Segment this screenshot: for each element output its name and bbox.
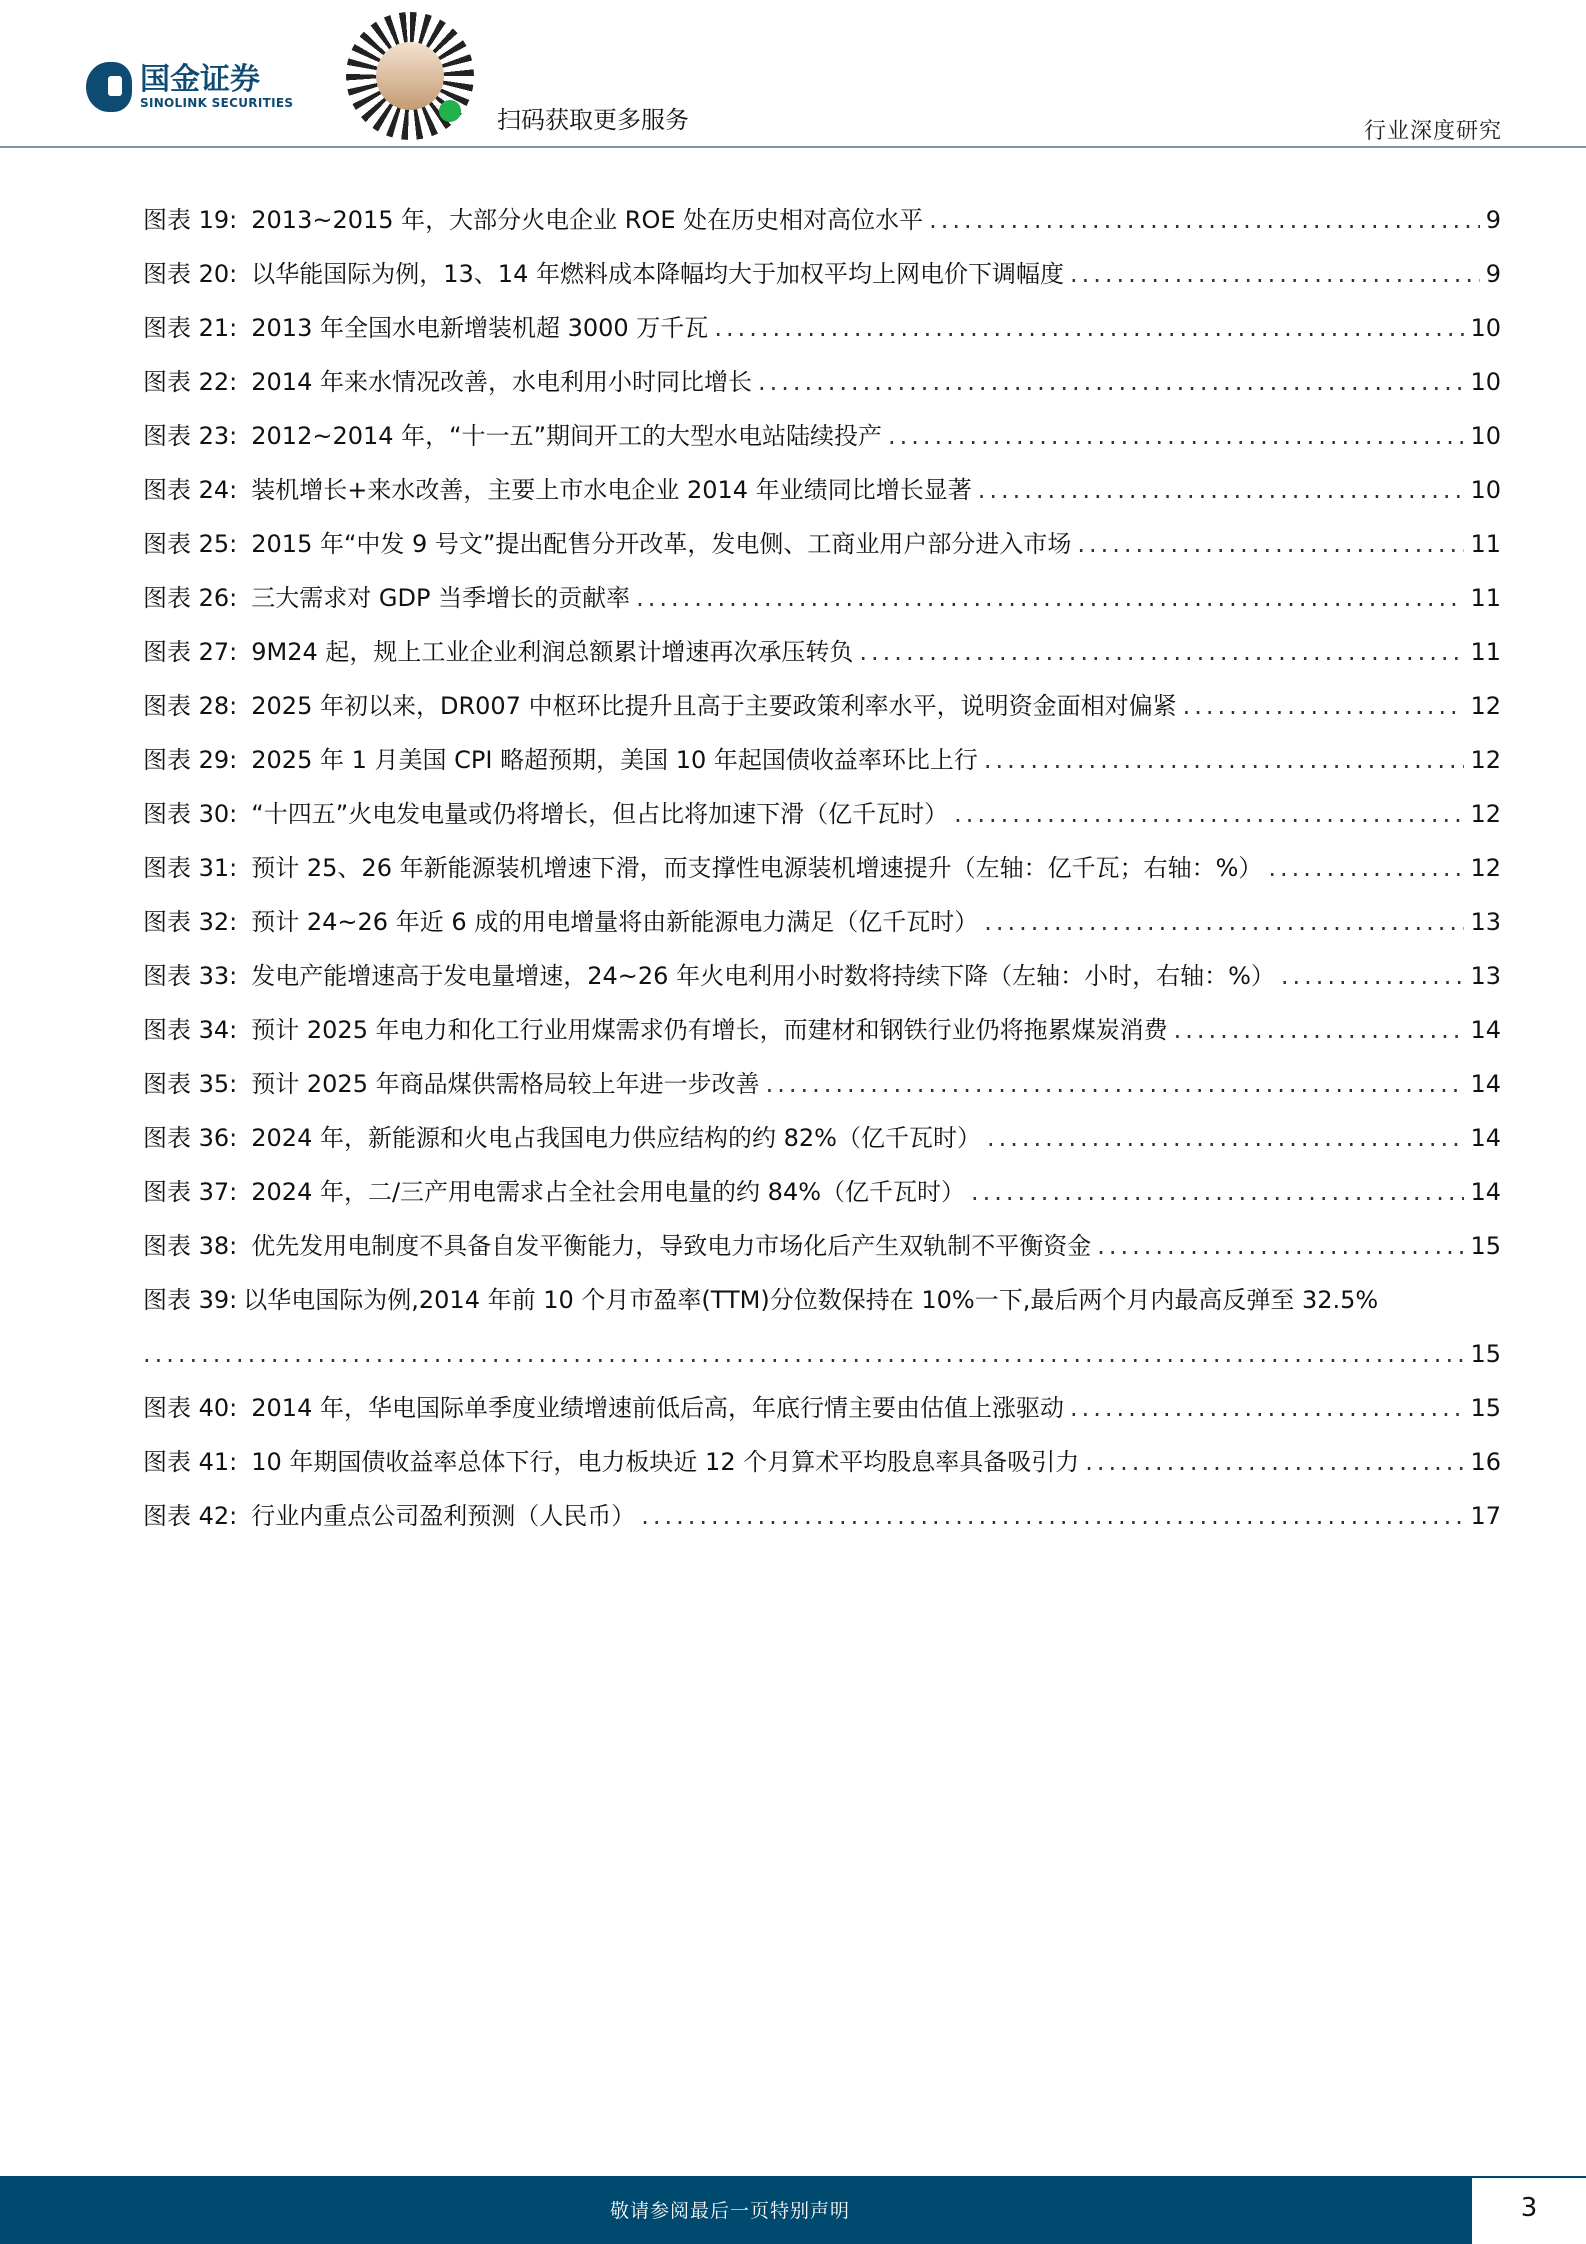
toc-entry[interactable] — [143, 1494, 1501, 1548]
toc-label: 图表 27: — [143, 638, 238, 666]
toc-title[interactable]: 优先发用电制度不具备自发平衡能力，导致电力市场化后产生双轨制不平衡资金 — [251, 1232, 1092, 1260]
dot-leader — [1070, 252, 1480, 296]
toc-title[interactable]: 以华能国际为例，13、14 年燃料成本降幅均大于加权平均上网电价下调幅度 — [251, 260, 1064, 288]
toc-entry[interactable] — [143, 1170, 1501, 1224]
toc-title[interactable]: 2014 年，华电国际单季度业绩增速前低后高，年底行情主要由估值上涨驱动 — [251, 1394, 1064, 1422]
toc-page[interactable]: 9 — [1485, 260, 1501, 288]
toc-title[interactable]: 三大需求对 GDP 当季增长的贡献率 — [251, 584, 631, 612]
dot-leader — [971, 1170, 1464, 1214]
toc-label: 图表 40: — [143, 1394, 238, 1422]
toc-title[interactable]: 2025 年初以来，DR007 中枢环比提升且高于主要政策利率水平，说明资金面相对偏紧 — [251, 692, 1177, 720]
dot-leader — [954, 792, 1464, 836]
toc-title[interactable]: 2014 年来水情况改善，水电利用小时同比增长 — [251, 368, 752, 396]
toc-title[interactable]: “十四五”火电发电量或仍将增长，但占比将加速下滑（亿千瓦时） — [251, 800, 949, 828]
toc-label: 图表 32: — [143, 908, 238, 936]
table-of-figures — [143, 198, 1501, 1548]
dot-leader — [987, 1116, 1465, 1160]
toc-entry[interactable] — [143, 900, 1501, 954]
toc-entry[interactable] — [143, 522, 1501, 576]
toc-page[interactable]: 16 — [1470, 1448, 1501, 1476]
toc-entry[interactable] — [143, 684, 1501, 738]
toc-title[interactable]: 9M24 起，规上工业企业利润总额累计增速再次承压转负 — [251, 638, 854, 666]
toc-entry[interactable] — [143, 198, 1501, 252]
toc-page[interactable]: 10 — [1470, 314, 1501, 342]
report-section: 行业深度研究 — [1363, 119, 1502, 144]
toc-page[interactable]: 17 — [1470, 1502, 1501, 1530]
toc-entry[interactable] — [143, 1440, 1501, 1494]
dot-leader — [984, 738, 1465, 782]
toc-title[interactable]: 2024 年，新能源和火电占我国电力供应结构的约 82%（亿千瓦时） — [251, 1124, 981, 1152]
toc-page[interactable]: 12 — [1470, 692, 1501, 720]
toc-title[interactable]: 预计 2025 年电力和化工行业用煤需求仍有增长，而建材和钢铁行业仍将拖累煤炭消费 — [251, 1016, 1168, 1044]
toc-entry[interactable] — [143, 630, 1501, 684]
toc-title[interactable]: 行业内重点公司盈利预测（人民币） — [251, 1502, 636, 1530]
dot-leader — [1070, 1386, 1464, 1430]
toc-title[interactable]: 预计 2025 年商品煤供需格局较上年进一步改善 — [251, 1070, 760, 1098]
toc-entry[interactable] — [143, 792, 1501, 846]
dot-leader — [641, 1494, 1464, 1538]
toc-label: 图表 41: — [143, 1448, 238, 1476]
toc-title[interactable]: 2012~2014 年，“十一五”期间开工的大型水电站陆续投产 — [251, 422, 883, 450]
toc-page[interactable]: 10 — [1470, 368, 1501, 396]
toc-entry[interactable] — [143, 1224, 1501, 1278]
logo-en: SINOLINK SECURITIES — [140, 96, 294, 110]
toc-title[interactable]: 2015 年“中发 9 号文”提出配售分开改革，发电侧、工商业用户部分进入市场 — [251, 530, 1072, 558]
qr-center-logo — [376, 42, 444, 110]
sinolink-logo — [86, 62, 293, 112]
toc-page[interactable]: 14 — [1470, 1124, 1501, 1152]
dot-leader — [984, 900, 1464, 944]
toc-label: 图表 30: — [143, 800, 238, 828]
toc-page[interactable]: 9 — [1485, 206, 1501, 234]
toc-entry[interactable] — [143, 1116, 1501, 1170]
dot-leader — [978, 468, 1465, 512]
toc-page[interactable]: 10 — [1470, 476, 1501, 504]
toc-page[interactable]: 13 — [1470, 908, 1501, 936]
footer-disclaimer: 敬请参阅最后一页特别声明 — [610, 2200, 851, 2222]
toc-page[interactable]: 15 — [1470, 1340, 1501, 1368]
toc-title[interactable]: 2024 年，二/三产用电需求占全社会用电量的约 84%（亿千瓦时） — [251, 1178, 966, 1206]
toc-label: 图表 42: — [143, 1502, 238, 1530]
dot-leader — [766, 1062, 1465, 1106]
toc-page[interactable]: 13 — [1470, 962, 1501, 990]
toc-label: 图表 25: — [143, 530, 238, 558]
toc-page[interactable]: 11 — [1470, 584, 1501, 612]
logo-mark-icon — [86, 62, 132, 112]
toc-title[interactable]: 装机增长+来水改善，主要上市水电企业 2014 年业绩同比增长显著 — [251, 476, 972, 504]
page-footer — [0, 2176, 1586, 2244]
toc-label: 图表 37: — [143, 1178, 238, 1206]
toc-entry[interactable] — [143, 1386, 1501, 1440]
toc-label: 图表 38: — [143, 1232, 238, 1260]
toc-label: 图表 28: — [143, 692, 238, 720]
toc-entry[interactable] — [143, 252, 1501, 306]
dot-leader — [1077, 522, 1464, 566]
toc-title[interactable]: 预计 24~26 年近 6 成的用电增量将由新能源电力满足（亿千瓦时） — [251, 908, 979, 936]
toc-page[interactable]: 11 — [1470, 638, 1501, 666]
toc-entry[interactable] — [143, 576, 1501, 630]
dot-leader — [1183, 684, 1465, 728]
toc-entry-continuation[interactable] — [143, 1332, 1501, 1386]
toc-entry[interactable] — [143, 1008, 1501, 1062]
mini-program-icon — [439, 100, 461, 122]
dot-leader — [859, 630, 1464, 674]
toc-page[interactable]: 10 — [1470, 422, 1501, 450]
toc-page[interactable]: 14 — [1470, 1070, 1501, 1098]
toc-label: 图表 19: — [143, 206, 238, 234]
toc-entry[interactable] — [143, 468, 1501, 522]
toc-page[interactable]: 11 — [1470, 530, 1501, 558]
toc-label: 图表 24: — [143, 476, 238, 504]
toc-label: 图表 39: — [143, 1286, 238, 1314]
toc-entry[interactable] — [143, 954, 1501, 1008]
toc-page[interactable]: 15 — [1470, 1232, 1501, 1260]
toc-label: 图表 35: — [143, 1070, 238, 1098]
toc-page[interactable]: 14 — [1470, 1016, 1501, 1044]
toc-label: 图表 20: — [143, 260, 238, 288]
toc-title[interactable]: 10 年期国债收益率总体下行，电力板块近 12 个月算术平均股息率具备吸引力 — [251, 1448, 1080, 1476]
page-number: 3 — [1472, 2178, 1586, 2244]
scan-text: 扫码获取更多服务 — [497, 106, 689, 134]
toc-page[interactable]: 12 — [1470, 854, 1501, 882]
qr-code-icon[interactable] — [346, 12, 474, 140]
logo-cn: 国金证券 — [140, 62, 260, 97]
toc-entry[interactable] — [143, 414, 1501, 468]
toc-entry[interactable] — [143, 306, 1501, 360]
toc-title[interactable]: 2013~2015 年，大部分火电企业 ROE 处在历史相对高位水平 — [251, 206, 924, 234]
dot-leader — [1097, 1224, 1464, 1268]
toc-label: 图表 26: — [143, 584, 238, 612]
toc-label: 图表 34: — [143, 1016, 238, 1044]
toc-title[interactable]: 发电产能增速高于发电量增速，24~26 年火电利用小时数将持续下降（左轴：小时，右轴：%） — [251, 962, 1275, 990]
toc-entry[interactable] — [143, 846, 1501, 900]
dot-leader — [1268, 846, 1464, 890]
dot-leader — [1281, 954, 1465, 998]
toc-entry[interactable] — [143, 1278, 1501, 1332]
toc-page[interactable]: 15 — [1470, 1394, 1501, 1422]
toc-label: 图表 29: — [143, 746, 238, 774]
toc-label: 图表 31: — [143, 854, 238, 882]
toc-entry[interactable] — [143, 1062, 1501, 1116]
toc-label: 图表 23: — [143, 422, 238, 450]
toc-label: 图表 22: — [143, 368, 238, 396]
toc-title[interactable]: 预计 25、26 年新能源装机增速下滑，而支撑性电源装机增速提升（左轴：亿千瓦；右轴：%） — [251, 854, 1263, 882]
toc-label: 图表 33: — [143, 962, 238, 990]
toc-page[interactable]: 12 — [1470, 800, 1501, 828]
dot-leader — [636, 576, 1464, 620]
dot-leader — [714, 306, 1464, 350]
dot-leader — [888, 414, 1464, 458]
dot-leader — [143, 1332, 1464, 1376]
toc-label: 图表 36: — [143, 1124, 238, 1152]
dot-leader — [758, 360, 1464, 404]
toc-title[interactable]: 2025 年 1 月美国 CPI 略超预期，美国 10 年起国债收益率环比上行 — [251, 746, 978, 774]
toc-title[interactable]: 2013 年全国水电新增装机超 3000 万千瓦 — [251, 314, 709, 342]
toc-entry[interactable] — [143, 738, 1501, 792]
toc-title[interactable]: 以华电国际为例,2014 年前 10 个月市盈率(TTM)分位数保持在 10%一下,最后两个月内最高反弹至 32.5% — [243, 1286, 1379, 1314]
toc-page[interactable]: 12 — [1470, 746, 1501, 774]
toc-entry[interactable] — [143, 360, 1501, 414]
dot-leader — [929, 198, 1480, 242]
dot-leader — [1085, 1440, 1464, 1484]
page-header — [0, 0, 1586, 148]
dot-leader — [1174, 1008, 1465, 1052]
toc-page[interactable]: 14 — [1470, 1178, 1501, 1206]
toc-label: 图表 21: — [143, 314, 238, 342]
